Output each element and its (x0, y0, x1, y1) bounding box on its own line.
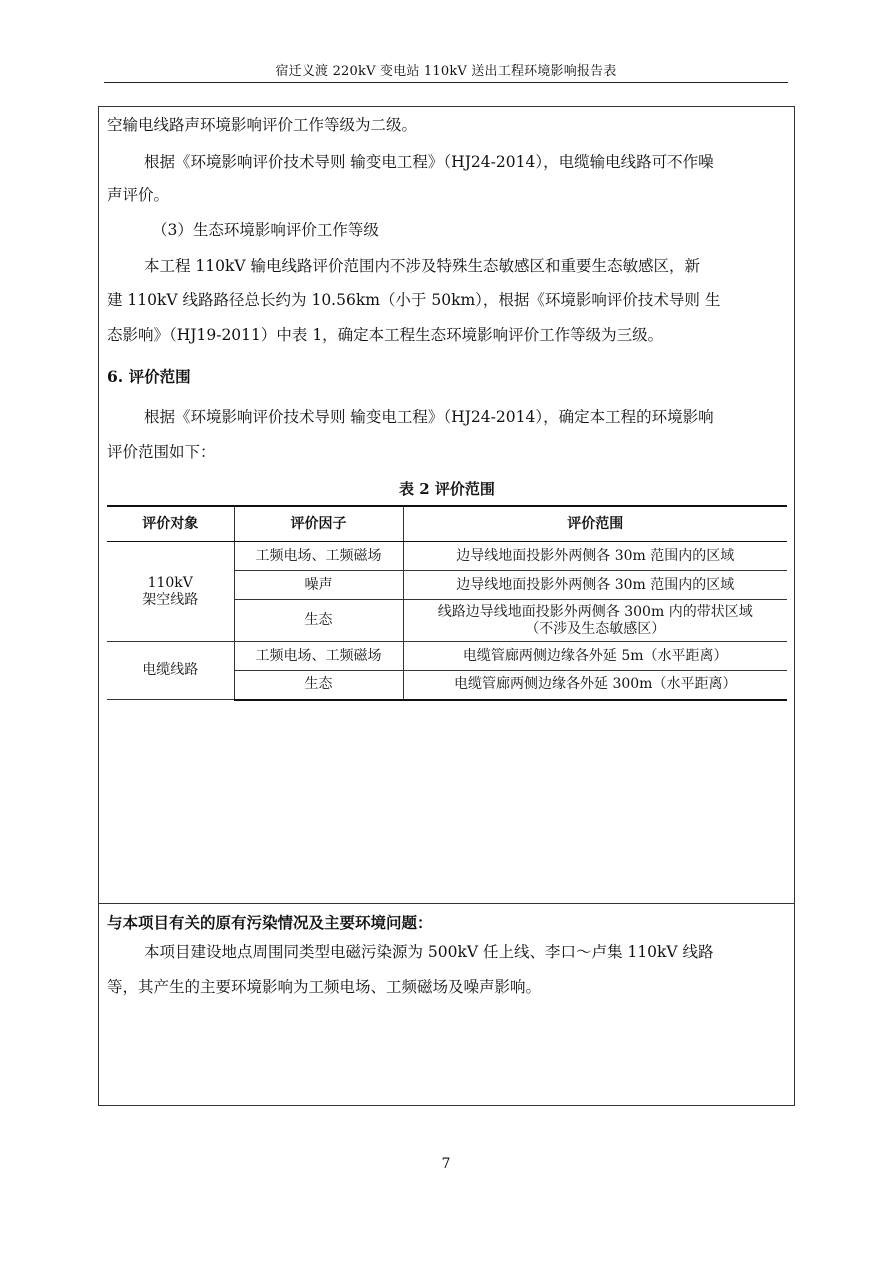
object-cell-cable: 电缆线路 (107, 642, 234, 700)
document-header: 宿迁义渡 220kV 变电站 110kV 送出工程环境影响报告表 (275, 64, 617, 79)
subheading-ecology-level: （3）生态环境影响评价工作等级 (152, 221, 379, 239)
page-number: 7 (441, 1156, 451, 1172)
header-cell-object: 评价对象 (107, 506, 234, 542)
header-cell-factor: 评价因子 (234, 506, 403, 542)
paragraph-cable-noise-line2: 声评价。 (107, 186, 170, 204)
factor-cell: 生态 (234, 600, 403, 642)
scope-cell: 边导线地面投影外两侧各 30m 范围内的区域 (403, 542, 787, 571)
pollution-paragraph-line1: 本项目建设地点周围同类型电磁污染源为 500kV 任上线、李口～卢集 110kV 线路 (144, 943, 714, 961)
paragraph-scope-intro-line2: 评价范围如下： (107, 443, 216, 461)
factor-cell: 工频电场、工频磁场 (234, 542, 403, 571)
paragraph-ecology-line3: 态影响》（HJ19-2011）中表 1，确定本工程生态环境影响评价工作等级为三级。 (107, 326, 664, 344)
table-caption: 表 2 评价范围 (399, 480, 495, 498)
section-divider (98, 903, 795, 904)
scope-cell: 边导线地面投影外两侧各 30m 范围内的区域 (403, 571, 787, 600)
table-header-row (107, 506, 787, 542)
paragraph-noise-level-end: 空输电线路声环境影响评价工作等级为二级。 (107, 116, 418, 134)
table-row (107, 542, 787, 571)
section-heading-evaluation-scope: 6. 评价范围 (107, 367, 191, 386)
paragraph-scope-intro-line1: 根据《环境影响评价技术导则 输变电工程》（HJ24-2014），确定本工程的环境影响 (144, 408, 714, 426)
scope-line2: （不涉及生态敏感区） (525, 620, 666, 637)
factor-cell: 生态 (234, 671, 403, 700)
object-label-line1: 110kV (147, 574, 193, 591)
paragraph-ecology-line1: 本工程 110kV 输电线路评价范围内不涉及特殊生态敏感区和重要生态敏感区，新 (144, 257, 701, 275)
factor-cell: 噪声 (234, 571, 403, 600)
paragraph-ecology-line2: 建 110kV 线路路径总长约为 10.56km（小于 50km），根据《环境影响评价技术导则 生 (107, 291, 721, 309)
pollution-heading: 与本项目有关的原有污染情况及主要环境问题： (107, 913, 433, 932)
scope-cell (403, 600, 787, 642)
header-rule (104, 82, 788, 83)
scope-cell: 电缆管廊两侧边缘各外延 5m（水平距离） (403, 642, 787, 671)
scope-line1: 线路边导线地面投影外两侧各 300m 内的带状区域 (437, 603, 753, 620)
paragraph-cable-noise-line1: 根据《环境影响评价技术导则 输变电工程》（HJ24-2014），电缆输电线路可不作噪 (144, 153, 714, 171)
header-cell-scope: 评价范围 (403, 506, 787, 542)
scope-cell: 电缆管廊两侧边缘各外延 300m（水平距离） (403, 671, 787, 700)
evaluation-scope-table (107, 505, 787, 701)
object-cell-overhead (107, 542, 234, 642)
pollution-paragraph-line2: 等，其产生的主要环境影响为工频电场、工频磁场及噪声影响。 (107, 978, 542, 996)
object-label-line2: 架空线路 (142, 591, 199, 608)
table-row (107, 642, 787, 671)
factor-cell: 工频电场、工频磁场 (234, 642, 403, 671)
